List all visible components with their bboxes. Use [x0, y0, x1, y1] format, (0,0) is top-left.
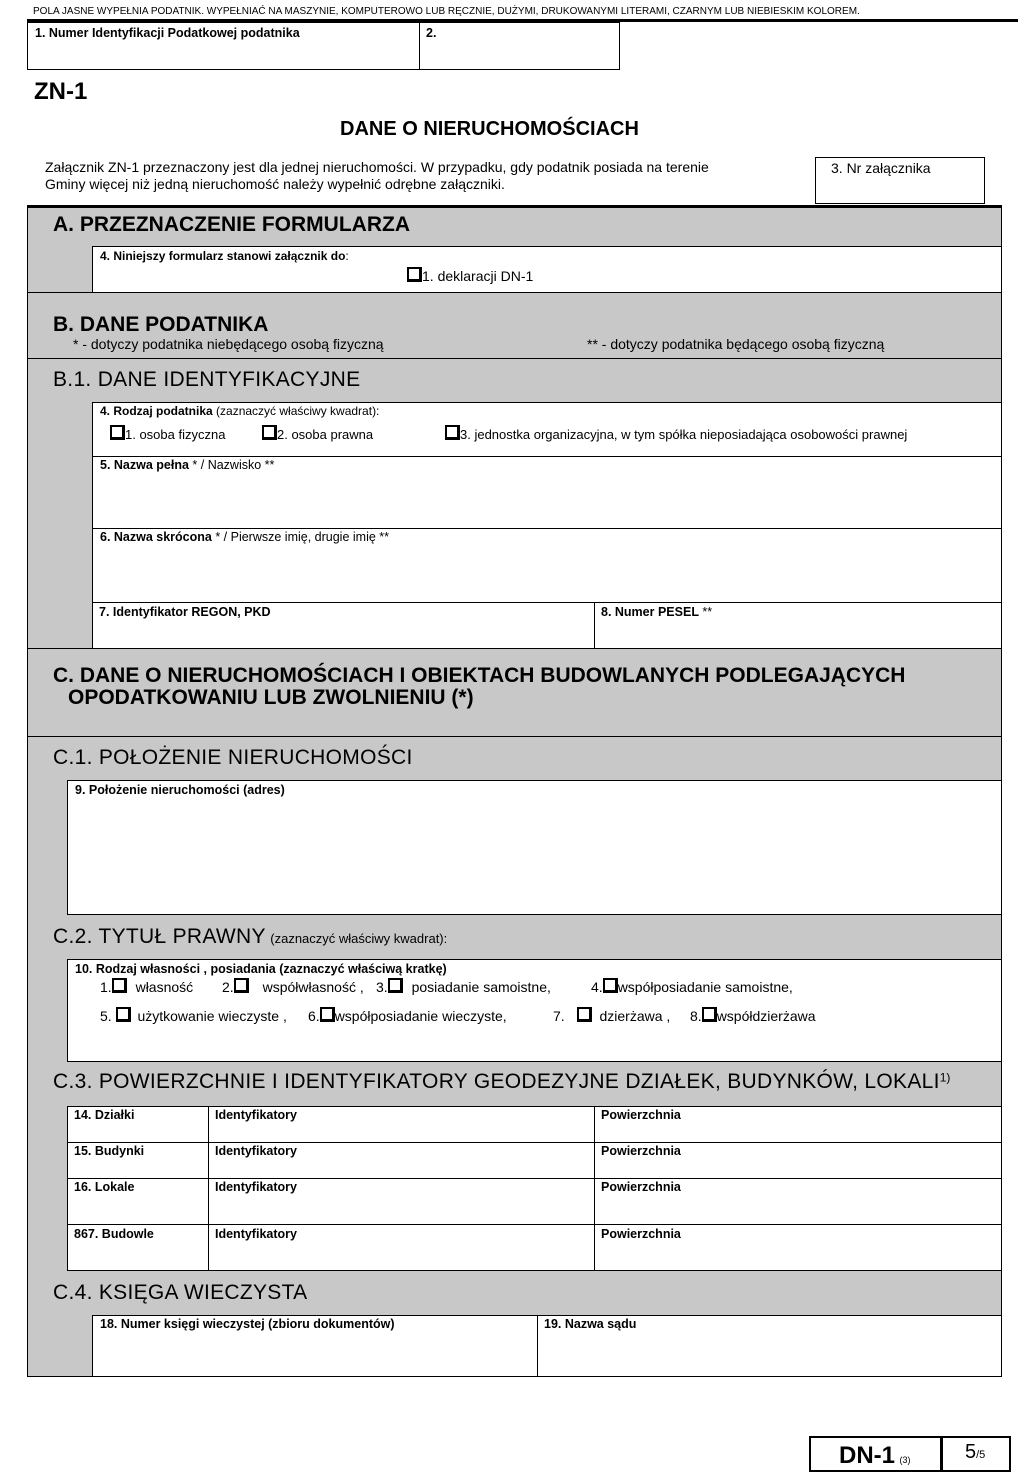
- structures-label: 867. Budowle: [74, 1227, 154, 1241]
- option-organizational-unit[interactable]: [445, 425, 907, 442]
- section-c3-title: C.3. POWIERZCHNIE I IDENTYFIKATORY GEODEZYJNE DZIAŁEK, BUDYNKÓW, LOKALI: [53, 1070, 940, 1093]
- land-register-field[interactable]: [93, 1333, 536, 1376]
- c3-row-divider-3: [67, 1224, 1002, 1225]
- checkbox-icon[interactable]: [112, 978, 127, 993]
- checkbox-icon[interactable]: [234, 978, 249, 993]
- taxpayer-type-label: [100, 404, 379, 418]
- pesel-text: 8. Numer PESEL: [601, 605, 699, 619]
- section-c1-title: C.1. POŁOŻENIE NIERUCHOMOŚCI: [53, 746, 413, 769]
- field-4-purpose-label: [100, 249, 349, 263]
- option-ownership-1-label: własność: [135, 979, 194, 995]
- option-ownership-1[interactable]: [100, 979, 193, 995]
- nip-field-label: 1. Numer Identyfikacji Podatkowej podatnika: [35, 26, 300, 40]
- option-ownership-6[interactable]: [308, 1008, 507, 1024]
- short-name-text: 6. Nazwa skrócona: [100, 530, 212, 544]
- pesel-label: [601, 605, 712, 619]
- checkbox-icon[interactable]: [407, 267, 422, 282]
- checkbox-icon[interactable]: [320, 1007, 335, 1022]
- option-natural-person[interactable]: [110, 425, 225, 442]
- b1-row-divider-1: [92, 456, 1002, 457]
- regon-label: 7. Identyfikator REGON, PKD: [99, 605, 271, 619]
- full-name-hint: * / Nazwisko **: [188, 458, 275, 472]
- checkbox-icon[interactable]: [603, 978, 618, 993]
- premises-ident-label: Identyfikatory: [215, 1180, 297, 1194]
- pesel-hint: **: [698, 605, 713, 619]
- option-legal-person[interactable]: [262, 425, 373, 442]
- property-location-label: 9. Położenie nieruchomości (adres): [75, 783, 285, 797]
- option-ownership-6-label: współposiadanie wieczyste,: [334, 1008, 507, 1024]
- checkbox-icon[interactable]: [445, 425, 460, 440]
- short-name-label: [100, 530, 389, 544]
- option-ownership-3-label: posiadanie samoistne,: [411, 979, 551, 995]
- short-name-hint: * / Pierwsze imię, drugie imię **: [211, 530, 390, 544]
- section-c-title-line2: OPODATKOWANIU LUB ZWOLNIENIU (*): [68, 686, 474, 709]
- option-ownership-7[interactable]: [553, 1008, 670, 1024]
- buildings-label: 15. Budynki: [74, 1144, 145, 1158]
- option-ownership-4-label: współposiadanie samoistne,: [617, 979, 793, 995]
- section-b-title: B. DANE PODATNIKA: [53, 313, 269, 336]
- attachment-number-field[interactable]: [815, 157, 985, 204]
- note-non-natural: * - dotyczy podatnika niebędącego osobą fizyczną: [73, 336, 384, 352]
- option-ownership-2[interactable]: [222, 979, 364, 995]
- option-organizational-unit-label: 3. jednostka organizacyjna, w tym spółka nieposiadająca osobowości prawnej: [460, 427, 908, 442]
- ownership-label: 10. Rodzaj własności , posiadania (zaznaczyć właściwą kratkę): [75, 962, 447, 976]
- option-ownership-3[interactable]: [376, 979, 551, 995]
- option-ownership-1-num: 1.: [100, 979, 112, 995]
- option-ownership-8-label: współdzierżawa: [716, 1008, 816, 1024]
- regon-field[interactable]: [93, 620, 593, 648]
- option-natural-person-label: 1. osoba fizyczna: [125, 427, 226, 442]
- court-name-label: 19. Nazwa sądu: [544, 1317, 637, 1331]
- section-a-title: A. PRZEZNACZENIE FORMULARZA: [53, 213, 410, 236]
- footer-page-current: 5: [965, 1441, 977, 1463]
- checkbox-icon[interactable]: [577, 1007, 592, 1022]
- structures-area-label: Powierzchnia: [601, 1227, 681, 1241]
- section-c3-heading: [53, 1070, 950, 1094]
- buildings-ident-label: Identyfikatory: [215, 1144, 297, 1158]
- buildings-area-label: Powierzchnia: [601, 1144, 681, 1158]
- field-4-purpose: [92, 246, 1002, 293]
- note-natural: ** - dotyczy podatnika będącego osobą fizyczną: [587, 336, 885, 352]
- intro-text-line2: Gminy więcej niż jedną nieruchomość należy wypełnić odrębne załączniki.: [45, 176, 505, 192]
- c1-divider: [27, 736, 1002, 737]
- land-register-label: 18. Numer księgi wieczystej (zbioru dokumentów): [100, 1317, 395, 1331]
- option-ownership-7-num: 7.: [553, 1008, 565, 1024]
- footer-form-version: (3): [899, 1455, 911, 1465]
- footer-page-total: /5: [976, 1449, 986, 1461]
- property-location-field[interactable]: [67, 780, 1002, 915]
- option-ownership-5-num: 5.: [100, 1008, 112, 1024]
- c3-col-divider-2: [594, 1106, 595, 1271]
- plots-label: 14. Działki: [74, 1108, 135, 1122]
- b1-row-divider-2: [92, 528, 1002, 529]
- section-c-title-line1: C. DANE O NIERUCHOMOŚCIACH I OBIEKTACH BUDOWLANYCH PODLEGAJĄCYCH: [53, 664, 906, 687]
- structures-ident-label: Identyfikatory: [215, 1227, 297, 1241]
- full-name-field[interactable]: [93, 474, 1001, 528]
- b1-divider: [27, 358, 1002, 359]
- page-title: DANE O NIERUCHOMOŚCIACH: [340, 118, 639, 140]
- option-ownership-2-label: współwłasność ,: [262, 979, 364, 995]
- form-code: ZN-1: [34, 78, 88, 105]
- checkbox-icon[interactable]: [110, 425, 125, 440]
- option-legal-person-label: 2. osoba prawna: [277, 427, 374, 442]
- checkbox-icon[interactable]: [262, 425, 277, 440]
- checkbox-icon[interactable]: [388, 978, 403, 993]
- premises-area-label: Powierzchnia: [601, 1180, 681, 1194]
- plots-ident-label: Identyfikatory: [215, 1108, 297, 1122]
- nip-field[interactable]: [27, 22, 420, 70]
- c3-col-divider-1: [208, 1106, 209, 1271]
- option-dn1[interactable]: [407, 267, 533, 284]
- c3-row-divider-1: [67, 1142, 1002, 1143]
- footer-page-number: [941, 1436, 1011, 1472]
- option-ownership-4[interactable]: [591, 979, 793, 995]
- option-ownership-6-num: 6.: [308, 1008, 320, 1024]
- option-ownership-8[interactable]: [690, 1008, 816, 1024]
- section-c4-title: C.4. KSIĘGA WIECZYSTA: [53, 1281, 308, 1304]
- option-ownership-3-num: 3.: [376, 979, 388, 995]
- court-name-field[interactable]: [538, 1333, 1001, 1376]
- taxpayer-type-text: 4. Rodzaj podatnika: [100, 404, 213, 418]
- footer-form-text: [839, 1442, 910, 1470]
- checkbox-icon[interactable]: [116, 1007, 131, 1022]
- full-name-label: [100, 458, 274, 472]
- plots-area-label: Powierzchnia: [601, 1108, 681, 1122]
- field-4-purpose-text: 4. Niniejszy formularz stanowi załącznik do: [100, 249, 346, 263]
- c3-row-divider-2: [67, 1178, 1002, 1179]
- taxpayer-type-hint: (zaznaczyć właściwy kwadrat):: [212, 404, 380, 418]
- full-name-text: 5. Nazwa pełna: [100, 458, 189, 472]
- option-ownership-8-num: 8.: [690, 1008, 702, 1024]
- attachment-number-label: 3. Nr załącznika: [831, 160, 931, 176]
- option-ownership-7-label: dzierżawa ,: [599, 1008, 671, 1024]
- option-ownership-4-num: 4.: [591, 979, 603, 995]
- option-ownership-2-num: 2.: [222, 979, 234, 995]
- short-name-field[interactable]: [93, 546, 1001, 602]
- section-b1-title: B.1. DANE IDENTYFIKACYJNE: [53, 368, 361, 391]
- footer-form-name: DN-1: [839, 1442, 896, 1469]
- section-c2-hint: (zaznaczyć właściwy kwadrat):: [270, 931, 448, 946]
- top-notice: POLA JASNE WYPEŁNIA PODATNIK. WYPEŁNIAĆ NA MASZYNIE, KOMPUTEROWO LUB RĘCZNIE, DUŻYMI, DRUKOWANYMI LITERAMI, CZARNYM LUB NIEBIESKIM KOLOREM.: [33, 6, 860, 17]
- option-ownership-5[interactable]: [100, 1008, 287, 1024]
- option-ownership-5-label: użytkowanie wieczyste ,: [137, 1008, 287, 1024]
- b1-row-divider-3: [92, 602, 1002, 603]
- field-2-label: 2.: [426, 26, 437, 40]
- footer-form-code: [809, 1436, 942, 1472]
- option-dn1-label: 1. deklaracji DN-1: [422, 268, 534, 284]
- pesel-field[interactable]: [595, 620, 1001, 648]
- field-4-purpose-colon: :: [345, 249, 349, 263]
- intro-text-line1: Załącznik ZN-1 przeznaczony jest dla jednej nieruchomości. W przypadku, gdy podatnik posiada na terenie: [45, 159, 709, 175]
- premises-label: 16. Lokale: [74, 1180, 135, 1194]
- section-c2-title: C.2. TYTUŁ PRAWNY: [53, 925, 266, 948]
- footer-page-text: [965, 1441, 985, 1464]
- section-c2-heading: [53, 925, 447, 949]
- checkbox-icon[interactable]: [702, 1007, 717, 1022]
- field-2: [419, 22, 620, 70]
- section-c3-footnote-ref: 1): [939, 1070, 951, 1085]
